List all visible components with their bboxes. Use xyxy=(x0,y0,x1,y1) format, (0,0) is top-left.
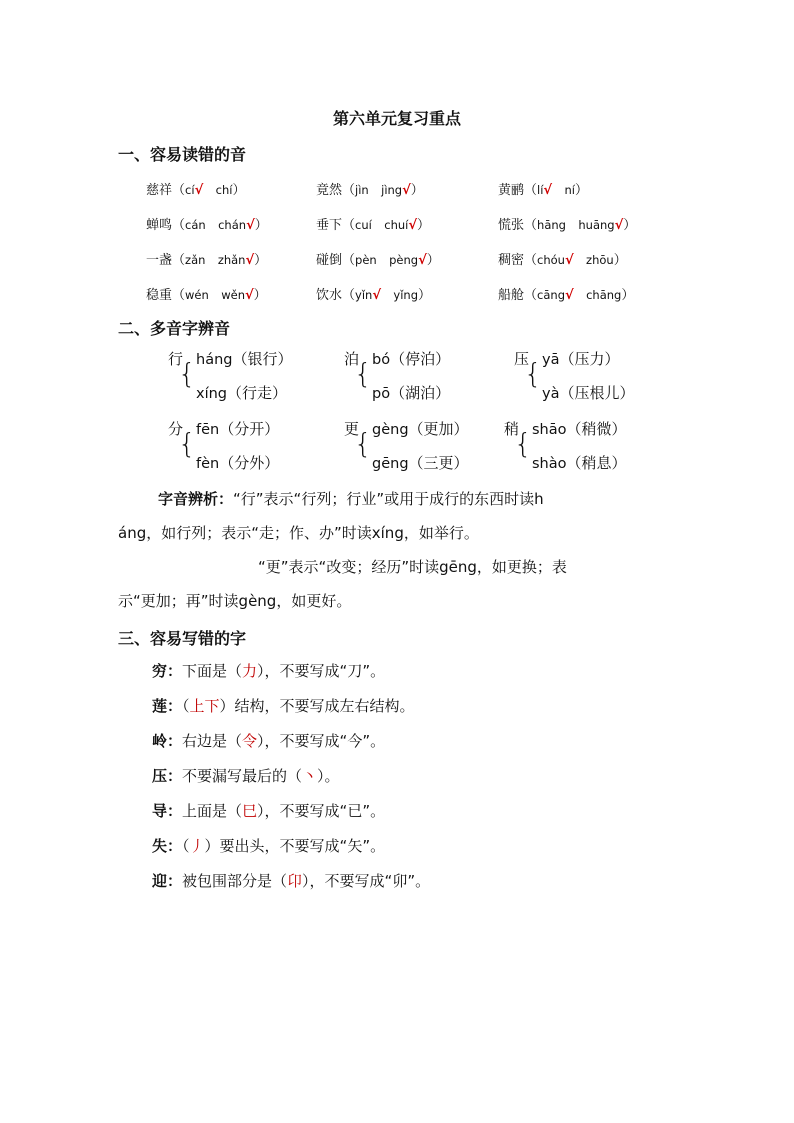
item-text: ），不要写成“已”。 xyxy=(257,802,386,820)
reading-pinyin: fēn xyxy=(196,422,220,438)
reading-example: （湖泊） xyxy=(390,384,451,402)
check-icon: √ xyxy=(543,183,553,198)
writing-item xyxy=(152,765,340,786)
word-item: 饮水（yǐn√ yǐng） xyxy=(316,288,432,303)
word-item: 竟然（jìn jìng√） xyxy=(316,183,424,198)
item-char: 穷： xyxy=(152,662,183,680)
writing-item xyxy=(152,800,385,821)
item-text: ）结构，不要写成左右结构。 xyxy=(219,697,415,715)
check-icon: √ xyxy=(245,288,254,303)
reading-1 xyxy=(196,418,279,439)
word-item: 垂下（cuí chuí√） xyxy=(316,218,431,233)
reading-2 xyxy=(542,382,634,403)
check-icon: √ xyxy=(372,288,381,303)
item-text: 不要漏写最后的（ xyxy=(182,767,303,785)
polyphone-char: 压 xyxy=(514,350,530,368)
reading-pinyin: gèng xyxy=(372,422,409,438)
check-icon: √ xyxy=(564,253,574,268)
pinyin-option-a: yǐn xyxy=(355,288,373,302)
word-item: 慈祥（cí√ chí） xyxy=(146,183,246,198)
reading-2 xyxy=(196,452,279,473)
reading-2 xyxy=(372,452,469,473)
reading-example: （银行） xyxy=(232,350,293,368)
analysis-label: 字音辨析： xyxy=(158,490,234,508)
pinyin-option-b: yǐng xyxy=(393,288,418,302)
reading-1 xyxy=(542,348,619,369)
reading-example: （稍息） xyxy=(566,454,627,472)
item-text: 上面是（ xyxy=(182,802,243,820)
reading-pinyin: shào xyxy=(532,456,567,472)
pinyin-option-a: chóu xyxy=(537,253,565,267)
reading-example: （分开） xyxy=(219,420,280,438)
pinyin-option-b: zhōu xyxy=(586,253,614,267)
check-icon: √ xyxy=(245,253,255,268)
reading-pinyin: fèn xyxy=(196,456,220,472)
item-text: 被包围部分是（ xyxy=(182,872,288,890)
reading-1 xyxy=(372,348,450,369)
word: 船舱 xyxy=(498,288,525,303)
reading-example: （行走） xyxy=(227,384,288,402)
item-text: ）要出头，不要写成“矢”。 xyxy=(204,837,386,855)
answer-highlight: 上下 xyxy=(189,697,220,715)
reading-example: （停泊） xyxy=(390,350,451,368)
check-icon: √ xyxy=(246,218,255,233)
check-icon: √ xyxy=(402,183,411,198)
reading-example: （稍微） xyxy=(566,420,627,438)
pinyin-option-b: chí xyxy=(215,183,233,197)
writing-item xyxy=(152,660,385,681)
word-item: 稳重（wén wěn√） xyxy=(146,288,267,303)
analysis-paragraph-1: 字音辨析：“行”表示“行列；行业”或用于成行的东西时读h áng，如行列；表示“走；作、办”时读xíng，如举行。 xyxy=(118,490,544,542)
writing-item xyxy=(152,835,385,856)
brace-symbol: { xyxy=(354,427,372,460)
reading-pinyin: háng xyxy=(196,352,233,368)
item-text: ），不要写成“刀”。 xyxy=(257,662,386,680)
item-char: 莲： xyxy=(152,697,183,715)
word-item: 慌张（hāng huāng√） xyxy=(498,218,637,233)
word-item: 稠密（chóu√ zhōu） xyxy=(498,253,627,268)
pinyin-option-b: wěn xyxy=(221,288,245,302)
word: 垂下 xyxy=(316,218,343,233)
reading-pinyin: pō xyxy=(372,386,391,402)
item-text: ）。 xyxy=(317,767,340,785)
item-text: 右边是（ xyxy=(182,732,243,750)
reading-1 xyxy=(372,418,469,439)
writing-item xyxy=(152,695,415,716)
brace-symbol: { xyxy=(354,357,372,390)
pinyin-option-a: cāng xyxy=(537,288,565,302)
reading-pinyin: bó xyxy=(372,352,391,368)
reading-pinyin: xíng xyxy=(196,386,228,402)
word-item: 碰倒（pèn pèng√） xyxy=(316,253,440,268)
section-3-heading: 三、容易写错的字 xyxy=(118,629,247,648)
reading-pinyin: yà xyxy=(542,386,560,402)
word-item: 黄鹂（lí√ ní） xyxy=(498,183,588,198)
pinyin-option-b: jìng xyxy=(381,183,403,197)
writing-item xyxy=(152,730,385,751)
analysis-paragraph-2: “更”表示“改变；经历”时读gēng，如更换；表 示“更加；再”时读gèng，如更好。 xyxy=(118,558,567,610)
reading-pinyin: shāo xyxy=(532,422,567,438)
polyphone-char: 行 xyxy=(168,350,184,368)
pinyin-option-b: zhǎn xyxy=(217,253,246,267)
pinyin-option-a: cí xyxy=(185,183,195,197)
item-char: 失： xyxy=(152,837,183,855)
pinyin-option-b: huāng xyxy=(578,218,615,232)
polyphone-char: 更 xyxy=(344,420,360,438)
reading-pinyin: gēng xyxy=(372,456,409,472)
reading-example: （三更） xyxy=(408,454,469,472)
brace-symbol: { xyxy=(178,357,196,390)
item-text: 下面是（ xyxy=(182,662,243,680)
brace-symbol: { xyxy=(178,427,196,460)
pinyin-option-a: lí xyxy=(537,183,544,197)
reading-example: （压根儿） xyxy=(559,384,635,402)
writing-item xyxy=(152,870,430,891)
polyphone-char: 泊 xyxy=(344,350,360,368)
pinyin-option-b: pèng xyxy=(389,253,419,267)
item-text: ），不要写成“今”。 xyxy=(257,732,386,750)
pinyin-option-a: zǎn xyxy=(185,253,206,267)
check-icon: √ xyxy=(565,288,574,303)
word: 稳重 xyxy=(146,288,173,303)
pinyin-option-b: chuí xyxy=(384,218,409,232)
reading-pinyin: yā xyxy=(542,352,560,368)
word: 蝉鸣 xyxy=(146,218,173,233)
word-item: 一盏（zǎn zhǎn√） xyxy=(146,253,268,268)
answer-highlight: 令 xyxy=(242,732,258,750)
check-icon: √ xyxy=(194,183,204,198)
polyphone-char: 分 xyxy=(168,420,184,438)
word: 黄鹂 xyxy=(498,183,525,198)
pinyin-option-a: jìn xyxy=(355,183,369,197)
word: 饮水 xyxy=(316,288,343,303)
item-text: ），不要写成“卯”。 xyxy=(302,872,431,890)
brace-symbol: { xyxy=(514,427,532,460)
reading-2 xyxy=(196,382,287,403)
item-text: （ xyxy=(182,837,190,855)
pinyin-option-b: chán xyxy=(218,218,247,232)
item-char: 迎： xyxy=(152,872,183,890)
pinyin-option-b: ní xyxy=(564,183,575,197)
check-icon: √ xyxy=(408,218,418,233)
answer-highlight: 力 xyxy=(242,662,258,680)
section-2-heading: 二、多音字辨音 xyxy=(118,319,231,338)
polyphone-char: 稍 xyxy=(504,420,520,438)
reading-1 xyxy=(196,348,293,369)
item-char: 岭： xyxy=(152,732,183,750)
pinyin-option-a: wén xyxy=(185,288,209,302)
check-icon: √ xyxy=(614,218,624,233)
word: 慈祥 xyxy=(146,183,173,198)
word: 稠密 xyxy=(498,253,525,268)
pinyin-option-a: cuí xyxy=(355,218,372,232)
pinyin-option-a: cán xyxy=(185,218,206,232)
answer-highlight: 卬 xyxy=(287,872,303,890)
answer-highlight: 丿 xyxy=(189,837,205,855)
check-icon: √ xyxy=(418,253,427,268)
word: 一盏 xyxy=(146,253,173,268)
reading-example: （更加） xyxy=(408,420,469,438)
word: 碰倒 xyxy=(316,253,343,268)
pinyin-option-b: chāng xyxy=(586,288,622,302)
pinyin-option-a: hāng xyxy=(537,218,566,232)
page-title: 第六单元复习重点 xyxy=(332,109,461,128)
reading-2 xyxy=(372,382,450,403)
section-1-heading: 一、容易读错的音 xyxy=(118,145,247,164)
pinyin-option-a: pèn xyxy=(355,253,377,267)
word-item: 蝉鸣（cán chán√） xyxy=(146,218,268,233)
answer-highlight: 巳 xyxy=(242,802,258,820)
brace-symbol: { xyxy=(524,357,542,390)
reading-2 xyxy=(532,452,627,473)
item-char: 导： xyxy=(152,802,183,820)
word: 慌张 xyxy=(498,218,525,233)
item-text: （ xyxy=(182,697,190,715)
reading-1 xyxy=(532,418,627,439)
reading-example: （压力） xyxy=(559,350,620,368)
reading-example: （分外） xyxy=(219,454,280,472)
item-char: 压： xyxy=(152,767,183,785)
word-item: 船舱（cāng√ chāng） xyxy=(498,288,635,303)
word: 竟然 xyxy=(316,183,343,198)
answer-highlight: 丶 xyxy=(302,767,318,785)
